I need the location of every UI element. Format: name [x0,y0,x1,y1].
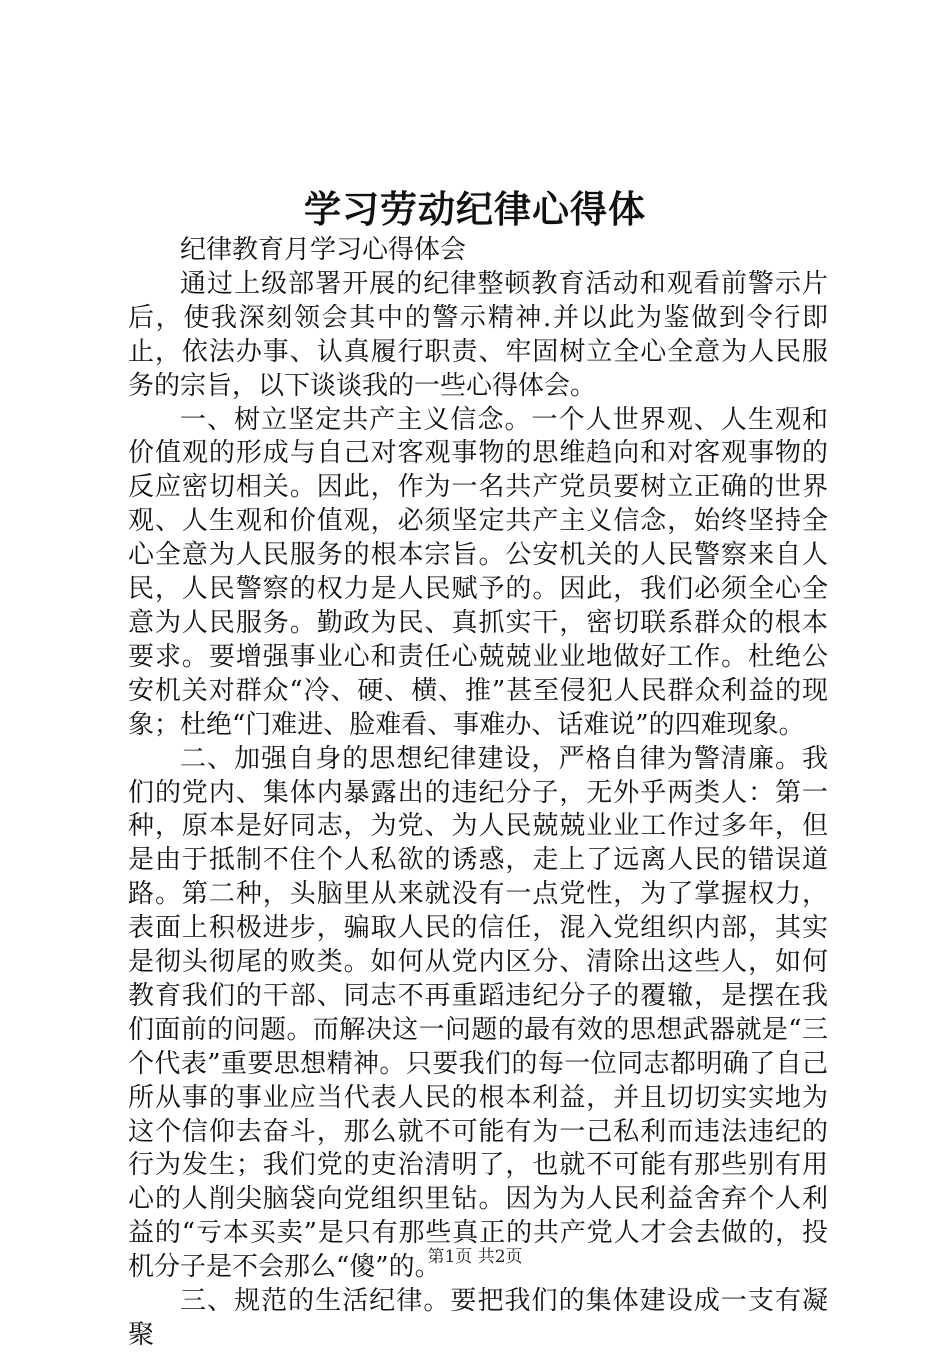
paragraph-section-two: 二、加强自身的思想纪律建设，严格自律为警清廉。我们的党内、集体内暴露出的违纪分子，无外乎两类人：第一种，原本是好同志，为党、为人民兢兢业业工作过多年，但是由于抵制不住个人私欲的诱惑，走上了远离人民的错误道路。第二种，头脑里从来就没有一点党性，为了掌握权力，表面上积极进步，骗取人民的信任，混入党组织内部，其实是彻头彻尾的败类。如何从党内区分、清除出这些人，如何教育我们的干部、同志不再重蹈违纪分子的覆辙，是摆在我们面前的问题。而解决这一问题的最有效的思想武器就是“三个代表”重要思想精神。只要我们的每一位同志都明确了自己所从事的事业应当代表人民的根本利益，并且切切实实地为这个信仰去奋斗，那么就不可能有为一己私利而违法违纪的行为发生；我们党的吏治清明了，也就不可能有那些别有用心的人削尖脑袋向党组织里钻。因为为人民利益舍弃个人利益的“亏本买卖”是只有那些真正的共产党人才会去做的，投机分子是不会那么“傻”的。 [128,743,828,1283]
paragraph-intro: 通过上级部署开展的纪律整顿教育活动和观看前警示片后，使我深刻领会其中的警示精神.并以此为鉴做到令行即止，依法办事、认真履行职责、牢固树立全心全意为人民服务的宗旨，以下谈谈我的一些心得体会。 [128,268,828,401]
document-title: 学习劳动纪律心得体 [304,187,646,231]
paragraph-section-three: 三、规范的生活纪律。要把我们的集体建设成一支有凝聚 [128,1286,828,1350]
document-body [128,234,828,1353]
paragraph-section-one: 一、树立坚定共产主义信念。一个人世界观、人生观和价值观的形成与自己对客观事物的思维趋向和对客观事物的反应密切相关。因此，作为一名共产党员要树立正确的世界观、人生观和价值观，必须坚定共产主义信念，始终坚持全心全意为人民服务的根本宗旨。公安机关的人民警察来自人民，人民警察的权力是人民赋予的。因此，我们必须全心全意为人民服务。勤政为民、真抓实干，密切联系群众的根本要求。要增强事业心和责任心兢兢业业地做好工作。杜绝公安机关对群众“冷、硬、横、推”甚至侵犯人民群众利益的现象；杜绝“门难进、脸难看、事难办、话难说”的四难现象。 [128,404,828,740]
paragraph-subtitle: 纪律教育月学习心得体会 [180,235,467,265]
page-number-footer: 第1页 共2页 [427,1247,523,1267]
